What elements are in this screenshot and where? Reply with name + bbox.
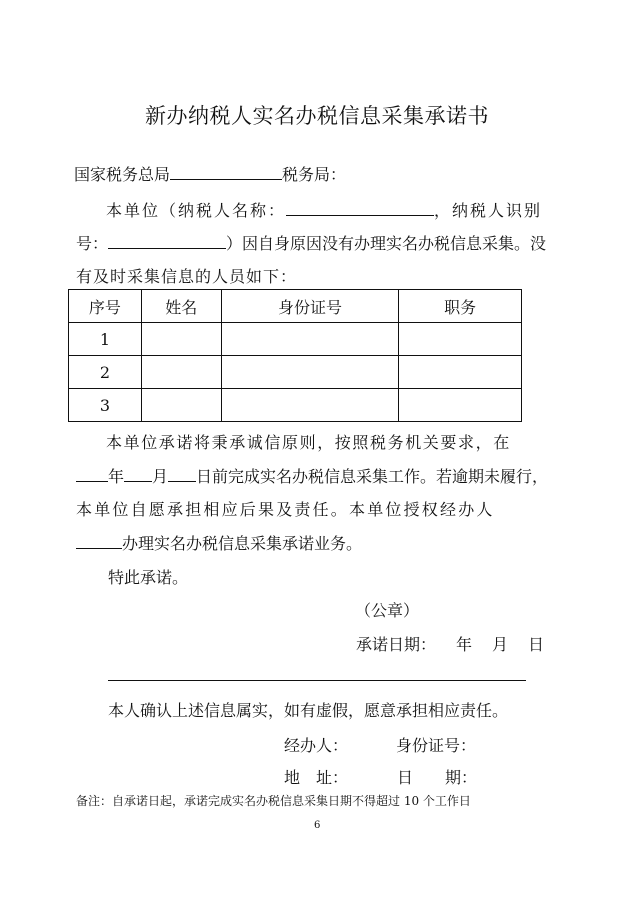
address-label: 地 址： [284,768,349,787]
table-cell[interactable] [221,323,399,356]
deadline-year-blank[interactable] [76,467,108,482]
handler-date-label: 日 期： [397,768,478,787]
para2-text-rest: 日前完成实名办税信息采集工作。若逾期未履行， [196,467,549,486]
agent-name-blank[interactable] [76,534,122,549]
table-cell: 2 [69,356,142,389]
table-row [69,389,522,422]
commit-year: 年 [456,635,473,654]
para1-line1 [106,198,542,221]
deadline-day-blank[interactable] [168,467,196,482]
addressee-suffix: 税务局： [282,165,347,184]
table-header-row [69,290,522,323]
para1-text-d: ）因自身原因没有办理实名办税信息采集。没 [226,234,547,253]
staff-table [68,289,522,422]
para2-line2 [76,464,548,487]
table-header-cell: 姓名 [141,290,221,323]
footnote: 备注：自承诺日起，承诺完成实名办税信息采集日期不得超过 10 个工作日 [76,794,471,808]
table-cell[interactable] [221,356,399,389]
section-divider [108,680,526,681]
commit-month: 月 [492,635,509,654]
table-header-cell: 序号 [69,290,142,323]
para2-text-end: 办理实名办税信息采集承诺业务。 [122,534,363,553]
addressee-prefix: 国家税务总局 [74,165,171,184]
deadline-month-blank[interactable] [124,467,152,482]
month-label: 月 [152,467,169,486]
year-label: 年 [108,467,125,486]
para1-text-b: ，纳税人识别 [434,201,543,220]
taxpayer-name-blank[interactable] [286,201,434,216]
para2-line3: 本单位自愿承担相应后果及责任。本单位授权经办人 [76,500,495,519]
para2-line1: 本单位承诺将秉承诚信原则，按照税务机关要求，在 [106,433,511,452]
commit-day: 日 [528,635,545,654]
table-cell: 3 [69,389,142,422]
para1-text-c: 号： [76,234,109,253]
table-cell[interactable] [399,356,522,389]
special-commit: 特此承诺。 [108,568,189,587]
id-number-label: 身份证号： [396,736,477,755]
para1-text-a: 本单位（纳税人名称： [106,201,287,220]
para2-line4 [76,531,362,554]
official-seal-label: （公章） [355,601,420,620]
document-title: 新办纳税人实名办税信息采集承诺书 [145,104,489,128]
table-header-cell: 身份证号 [221,290,399,323]
addressee-line [74,162,346,185]
table-header-cell: 职务 [399,290,522,323]
handler-label: 经办人： [284,736,349,755]
table-cell: 1 [69,323,142,356]
confirm-statement: 本人确认上述信息属实，如有虚假，愿意承担相应责任。 [108,701,509,720]
para1-line2 [76,231,546,254]
table-cell[interactable] [221,389,399,422]
taxpayer-id-blank[interactable] [108,234,226,249]
commit-date-line [356,632,544,655]
tax-bureau-blank[interactable] [170,165,282,180]
table-row [69,323,522,356]
table-cell[interactable] [399,389,522,422]
table-cell[interactable] [141,389,221,422]
table-cell[interactable] [141,323,221,356]
table-cell[interactable] [399,323,522,356]
para1-line3: 有及时采集信息的人员如下： [76,267,298,286]
commit-date-label: 承诺日期： [356,635,437,654]
page-number: 6 [314,820,321,831]
table-cell[interactable] [141,356,221,389]
table-row [69,356,522,389]
